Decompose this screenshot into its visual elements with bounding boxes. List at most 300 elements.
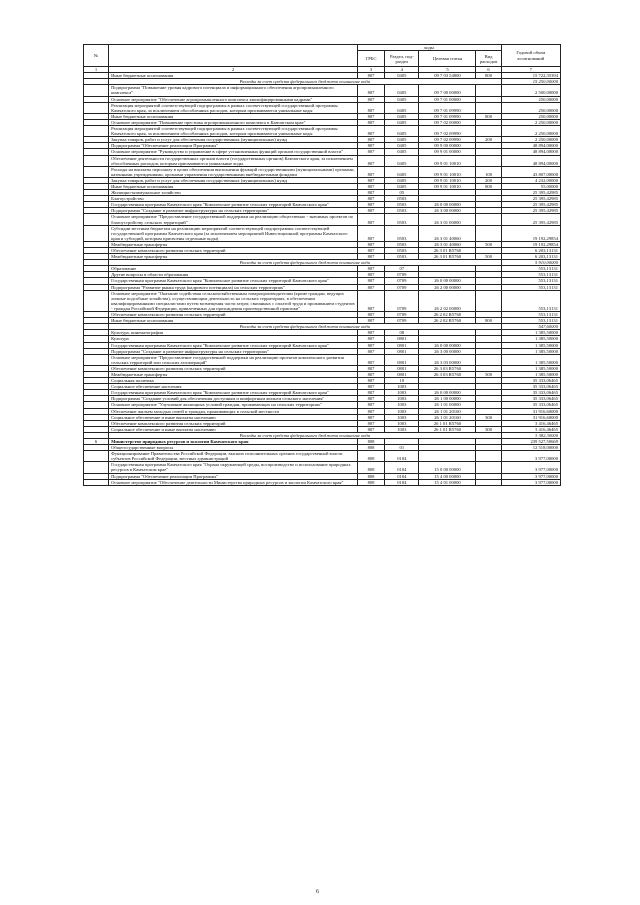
row-number [84,166,109,177]
header-codes: коды [357,45,501,51]
row-amount: 1 385,50000 [501,365,560,371]
row-name: Расходы на выплаты персоналу в целях обеспечения выполнения функций государственными (муниципальными) органами, казенными учреждениями, органами управления государственными внебюджетными фондами [109,166,358,177]
page-number: 6 [316,889,319,895]
row-grbs-code: 807 [357,241,384,247]
row-section-code: 0405 [385,102,419,113]
row-target-code: 09 7 01 00000 [419,96,476,102]
row-name: Подпрограмма "Обеспечение реализации Программы" [109,473,358,479]
table-row [84,102,561,113]
row-expense-type [476,462,501,473]
row-target-code: 09 7 02 09990 [419,137,476,143]
row-number [84,126,109,137]
row-amount: 553,13131 [501,284,560,290]
row-amount: 250,00000 [501,96,560,102]
header-total: Годовой объем ассигнований [501,45,560,67]
row-target-code: 26 2 00 00000 [419,284,476,290]
row-number [84,85,109,96]
table-row [84,214,561,225]
row-section-code: 0104 [385,451,419,462]
row-number [84,479,109,485]
table-row [84,462,561,473]
row-grbs-code: 807 [357,390,384,396]
row-section-code: 01 [385,445,419,451]
row-target-code: 26 3 01 40060 [419,241,476,247]
row-target-code: 09 7 02 09990 [419,126,476,137]
row-section-code: 0405 [385,113,419,119]
row-name: Подпрограмма "Обеспечение реализации Программы" [109,143,358,149]
row-grbs-code: 807 [357,272,384,278]
row-target-code: 26 2 02 R5760 [419,312,476,318]
row-name: Социальное обеспечение населения [109,384,358,390]
row-expense-type: 300 [476,414,501,420]
table-row [84,126,561,137]
row-name: Основное мероприятие "Улучшение жилищных условий граждан, проживающих на сельских территориях" [109,402,358,408]
row-target-code: 26 2 02 00000 [419,290,476,311]
row-target-code: 26 2 02 R5760 [419,318,476,324]
row-grbs-code: 807 [357,119,384,125]
header-name [109,45,358,67]
row-name: Закупка товаров, работ и услуг для обеспечения государственных (муниципальных) нужд [109,177,358,183]
note-sum: 15 250,00000 [501,79,560,85]
row-amount: 1 385,50000 [501,354,560,365]
row-section-code: 0104 [385,462,419,473]
row-amount: 3 977,00000 [501,473,560,479]
table-header [84,45,561,73]
row-name: Реализация мероприятий соответствующей подпрограммы в рамках соответствующей государственной программы Камчатского края, за исключением обособленных расходов, которым присваиваются уникальные коды [109,126,358,137]
row-grbs-code: 807 [357,342,384,348]
row-name: Культура, кинематография [109,330,358,336]
row-target-code: 09 9 00 00000 [419,143,476,149]
row-section-code: 0104 [385,479,419,485]
row-target-code: 26 3 01 R5760 [419,248,476,254]
row-target-code: 26 1 01 R5760 [419,420,476,426]
row-name: Основное мероприятие "Предоставление государственной поддержки на реализацию общественно - значимых проектов по благоустройству сельских территорий" [109,214,358,225]
row-amount: 35 333,06465 [501,402,560,408]
row-target-code: 15 4 01 00000 [419,479,476,485]
note-sum: 3 382,30000 [501,432,560,438]
row-expense-type [476,354,501,365]
row-grbs-code: 807 [357,384,384,390]
row-expense-type [476,479,501,485]
table-row [84,479,561,485]
row-amount: 3 416,46465 [501,426,560,432]
row-expense-type [476,85,501,96]
row-section-code: 0801 [385,354,419,365]
row-section-code: 0405 [385,96,419,102]
row-number [84,451,109,462]
row-amount: 250,00000 [501,113,560,119]
col-number: 3 [357,67,384,73]
row-grbs-code: 807 [357,284,384,290]
row-section-code: 05 [385,190,419,196]
row-section-code: 1003 [385,426,419,432]
row-name: Другие вопросы в области образования [109,272,358,278]
row-name: Подпрограмма "Повышение уровня кадрового потенциала и информационного обеспечения агропромышленного комплекса" [109,85,358,96]
row-expense-type [476,225,501,241]
note-text: Расходы за счет средств федерального бюджета погашение кода [109,432,502,438]
row-expense-type: 800 [476,318,501,324]
row-name: Обеспечение комплексного развития сельских территорий [109,312,358,318]
row-amount: 15 722,35394 [501,73,560,79]
row-amount: 553,13131 [501,290,560,311]
row-amount: 48 894,00000 [501,155,560,166]
row-amount: 1 385,50000 [501,371,560,377]
row-amount: 3 977,00000 [501,451,560,462]
row-name: Основное мероприятие "Обеспечение агропромышленного комплекса квалифицированными кадрами" [109,96,358,102]
row-target-code: 26 0 00 00000 [419,342,476,348]
table-row [84,166,561,177]
row-name: Обеспечение жильем молодых семей и граждан, проживающих в сельской местности [109,408,358,414]
row-amount: 6 203,13131 [501,254,560,260]
row-section-code: 0801 [385,342,419,348]
row-name: Иные бюджетные ассигнования [109,183,358,189]
row-section-code: 0503 [385,254,419,260]
row-name: Основное мероприятие "Руководство и управление в сфере установленных функций органов государственной власти" [109,149,358,155]
row-grbs-code: 807 [357,312,384,318]
row-amount: 25 395,42985 [501,190,560,196]
row-grbs-code: 807 [357,402,384,408]
row-section-code: 0801 [385,336,419,342]
row-target-code: 26 3 03 R5760 [419,365,476,371]
col-number: 7 [501,67,560,73]
row-section-code: 0709 [385,290,419,311]
row-section-code: 0405 [385,183,419,189]
row-grbs-code: 807 [357,214,384,225]
row-grbs-code: 807 [357,149,384,155]
row-name: Общегосударственные вопросы [109,445,358,451]
row-target-code: 26 3 00 00000 [419,348,476,354]
row-target-code [419,451,476,462]
row-amount: 31 916,60000 [501,408,560,414]
row-target-code: 09 9 01 00000 [419,149,476,155]
row-section-code: 0709 [385,312,419,318]
row-amount: 31 916,60000 [501,414,560,420]
row-grbs-code: 807 [357,420,384,426]
note-sum: 5 910,00000 [501,260,560,266]
row-target-code: 09 9 01 10010 [419,183,476,189]
row-amount: 12 518,00000 [501,445,560,451]
row-name: Государственная программа Камчатского края "Комплексное развитие сельских территорий Камчатского края" [109,202,358,208]
row-target-code: 26 1 01 00000 [419,402,476,408]
budget-table [83,44,561,486]
row-amount: 239 527,50669 [501,439,560,445]
row-section-code: 0503 [385,202,419,208]
row-target-code: 09 7 01 09990 [419,113,476,119]
row-grbs-code: 807 [357,208,384,214]
row-grbs-code: 807 [357,126,384,137]
row-expense-type: 300 [476,426,501,432]
note-sum: 547,60000 [501,324,560,330]
table-row [84,85,561,96]
row-amount: 1 385,50000 [501,342,560,348]
row-section-code: 1003 [385,402,419,408]
row-number: 6 [84,439,109,445]
row-grbs-code: 807 [357,177,384,183]
row-section-code: 0503 [385,214,419,225]
row-expense-type [476,155,501,166]
row-amount: 55,00000 [501,183,560,189]
row-grbs-code: 808 [357,439,384,445]
row-grbs-code: 807 [357,202,384,208]
row-amount: 553,13131 [501,312,560,318]
row-section-code: 07 [385,266,419,272]
row-amount: 2 250,00000 [501,126,560,137]
row-grbs-code: 807 [357,85,384,96]
row-target-code: 09 7 02 00000 [419,119,476,125]
row-name: Государственная программа Камчатского края "Охрана окружающей среды, воспроизводство и использование природных ресурсов в Камчатском крае" [109,462,358,473]
row-amount: 25 395,42985 [501,208,560,214]
row-expense-type: 800 [476,113,501,119]
row-section-code: 1003 [385,414,419,420]
row-amount: 6 203,13131 [501,248,560,254]
row-name: Реализация мероприятий соответствующей подпрограммы в рамках соответствующей государственной программы Камчатского края, за исключением обособленных расходов, которым присваиваются уникальные коды [109,102,358,113]
row-amount: 25 395,42985 [501,202,560,208]
row-section-code: 0405 [385,143,419,149]
row-grbs-code: 807 [357,73,384,79]
row-name: Основное мероприятие "Оказание содействия сельскохозяйственным товаропроизводителям (кроме граждан, ведущих личные подсобные хозяйства), осуществляющим деятельность на сельских территориях, в обеспечении квалифицированными специалистами путем возмещения части затрат, связанных с оплатой труда и проживанием студентов - граждан Российской Федерации, привлеченных для прохождения производственной практики" [109,290,358,311]
row-target-code: 09 7 01 09990 [419,102,476,113]
row-amount: 3 977,00000 [501,479,560,485]
row-amount: 48 894,00000 [501,143,560,149]
row-name: Иные бюджетные ассигнования [109,73,358,79]
row-target-code: 09 9 01 10010 [419,177,476,183]
row-expense-type: 100 [476,166,501,177]
row-grbs-code: 808 [357,462,384,473]
row-name: Основное мероприятие "Повышение престижа агропромышленного комплекса в Камчатском крае" [109,119,358,125]
row-target-code: 26 1 00 00000 [419,396,476,402]
row-name: Государственная программа Камчатского края "Комплексное развитие сельских территорий Камчатского края" [109,390,358,396]
header-grbs: ГРБС [357,51,384,67]
row-section-code: 1003 [385,420,419,426]
header-target: Целевая статья [419,51,476,67]
row-name: Основное мероприятие "Предоставление государственной поддержки на реализацию проектов комплексного развития сельских территорий или сельских агломераций" [109,354,358,365]
row-name: Межбюджетные трансферты [109,254,358,260]
col-number: 6 [476,67,501,73]
row-grbs-code: 807 [357,96,384,102]
row-section-code: 0104 [385,473,419,479]
row-expense-type: 500 [476,254,501,260]
row-section-code: 0709 [385,272,419,278]
row-section-code: 10 [385,378,419,384]
row-section-code: 0503 [385,248,419,254]
row-section-code: 0503 [385,208,419,214]
row-grbs-code: 807 [357,396,384,402]
row-grbs-code: 807 [357,354,384,365]
col-number: 4 [385,67,419,73]
note-text: Расходы за счет средств федерального бюджета погашение кода [109,79,502,85]
row-expense-type: 200 [476,177,501,183]
row-grbs-code: 808 [357,445,384,451]
row-amount: 553,13131 [501,318,560,324]
row-name: Государственная программа Камчатского края "Комплексное развитие сельских территорий Камчатского края" [109,342,358,348]
row-grbs-code: 807 [357,336,384,342]
row-amount: 35 333,06465 [501,378,560,384]
header-exp-type: Вид расходов [476,51,501,67]
table-row [84,354,561,365]
row-section-code: 0801 [385,348,419,354]
row-number [84,225,109,241]
row-section-code: 0405 [385,137,419,143]
row-grbs-code: 808 [357,479,384,485]
row-section-code: 0405 [385,155,419,166]
row-section-code: 0405 [385,177,419,183]
row-section-code: 0709 [385,318,419,324]
row-number [84,214,109,225]
row-amount: 35 333,06465 [501,390,560,396]
row-amount: 1 385,50000 [501,336,560,342]
row-target-code: 26 1 01 20160 [419,414,476,420]
row-expense-type [476,290,501,311]
row-grbs-code: 807 [357,225,384,241]
row-name: Иные бюджетные ассигнования [109,113,358,119]
row-section-code: 1003 [385,408,419,414]
row-amount: 25 395,42985 [501,196,560,202]
table-row [84,155,561,166]
row-name: Закупка товаров, работ и услуг для обеспечения государственных (муниципальных) нужд [109,137,358,143]
row-grbs-code: 807 [357,348,384,354]
row-grbs-code: 807 [357,166,384,177]
row-amount: 35 333,06465 [501,384,560,390]
row-name: Культура [109,336,358,342]
row-name: Государственная программа Камчатского края "Комплексное развитие сельских территорий Камчатского края" [109,278,358,284]
row-section-code: 0709 [385,284,419,290]
row-amount: 35 333,06465 [501,396,560,402]
row-name: Социальное обеспечение и иные выплаты населению [109,414,358,420]
header-number: № [84,45,109,67]
row-section-code: 0405 [385,119,419,125]
table-row [84,451,561,462]
row-amount: 1 385,50000 [501,348,560,354]
row-section-code: 1003 [385,396,419,402]
row-grbs-code: 807 [357,190,384,196]
row-target-code: 26 3 01 40060 [419,225,476,241]
row-amount: 250,00000 [501,102,560,113]
row-section-code: 0503 [385,225,419,241]
row-target-code: 09 7 00 00000 [419,85,476,96]
row-expense-type [476,102,501,113]
row-target-code: 26 0 00 00000 [419,202,476,208]
row-expense-type: 200 [476,137,501,143]
row-number [84,354,109,365]
row-section-code: 1003 [385,390,419,396]
row-grbs-code: 807 [357,113,384,119]
row-amount: 48 894,00000 [501,149,560,155]
row-name: Жилищно-коммунальное хозяйство [109,190,358,196]
row-amount: 553,13131 [501,272,560,278]
row-expense-type: 800 [476,183,501,189]
row-name: Подпрограмма "Создание и развитие инфраструктуры на сельских территориях" [109,348,358,354]
row-expense-type: 800 [476,73,501,79]
header-section: Раздел, под-раздел [385,51,419,67]
row-target-code: 26 3 01 R5760 [419,254,476,260]
row-amount: 1 385,50000 [501,330,560,336]
row-name: Обеспечение комплексного развития сельских территорий [109,420,358,426]
row-section-code: 0405 [385,73,419,79]
row-grbs-code: 807 [357,137,384,143]
row-section-code: 0405 [385,149,419,155]
row-name: Обеспечение комплексного развития сельских территорий [109,248,358,254]
row-grbs-code: 807 [357,290,384,311]
row-amount: 2 250,00000 [501,137,560,143]
row-grbs-code: 807 [357,371,384,377]
col-number: 5 [419,67,476,73]
row-amount: 3 977,00000 [501,462,560,473]
row-number [84,155,109,166]
row-section-code: 0801 [385,365,419,371]
row-grbs-code: 807 [357,254,384,260]
row-name: Подпрограмма "Создание условий для обеспечения доступным и комфортным жильем сельского населения" [109,396,358,402]
row-section-code: 1003 [385,384,419,390]
row-grbs-code: 807 [357,266,384,272]
row-grbs-code: 808 [357,473,384,479]
row-grbs-code: 808 [357,451,384,462]
row-grbs-code: 807 [357,143,384,149]
row-target-code: 26 3 03 R5760 [419,371,476,377]
row-section-code: 0709 [385,278,419,284]
row-target-code: 26 1 01 R5760 [419,426,476,432]
row-amount: 3 416,46465 [501,420,560,426]
row-target-code: 26 3 01 00000 [419,214,476,225]
row-name: Функционирование Правительства Российской Федерации, высших исполнительных органов государственной власти субъектов Российской Федерации, местных администраций [109,451,358,462]
row-name: Обеспечение деятельности государственных органов власти (государственных органов) Камчатского края, за исключением обособленных расходов, которым присваиваются уникальные коды [109,155,358,166]
row-grbs-code: 807 [357,155,384,166]
row-name: Межбюджетные трансферты [109,241,358,247]
row-target-code: 15 4 00 00000 [419,473,476,479]
row-target-code: 26 1 01 20160 [419,408,476,414]
row-name: Образование [109,266,358,272]
note-text: Расходы за счет средств федерального бюджета погашение кода [109,324,502,330]
row-name: Основное мероприятие "Обеспечение деятельности Министерства природных ресурсов и экологии Камчатского края" [109,479,358,485]
table-row [84,290,561,311]
row-section-code: 0405 [385,126,419,137]
row-name: Межбюджетные трансферты [109,371,358,377]
row-name: Подпрограмма "Создание и развитие инфраструктуры на сельских территориях" [109,208,358,214]
row-grbs-code: 807 [357,183,384,189]
row-grbs-code: 807 [357,318,384,324]
row-amount: 4 232,00000 [501,177,560,183]
row-section-code: 0405 [385,85,419,96]
col-number: 2 [109,67,358,73]
note-text: Расходы за счет средств федерального бюджета погашение кода [109,260,502,266]
row-name: Социальная политика [109,378,358,384]
row-amount: 19 192,29854 [501,225,560,241]
row-grbs-code: 807 [357,408,384,414]
row-name: Обеспечение комплексного развития сельских территорий [109,365,358,371]
row-name: Социальное обеспечение и иные выплаты населению [109,426,358,432]
row-grbs-code: 807 [357,248,384,254]
row-target-code: 09 7 03 54800 [419,73,476,79]
row-section-code: 0503 [385,196,419,202]
row-amount: 25 395,42985 [501,214,560,225]
row-name: Подпрограмма "Развитие рынка труда (кадрового потенциала) на сельских территориях" [109,284,358,290]
row-expense-type [476,126,501,137]
row-number [84,462,109,473]
row-target-code: 26 3 03 00000 [419,354,476,365]
row-amount: 43 807,00000 [501,166,560,177]
row-grbs-code: 807 [357,330,384,336]
row-name: Иные бюджетные ассигнования [109,318,358,324]
row-grbs-code: 807 [357,426,384,432]
row-expense-type: 500 [476,241,501,247]
row-name: Благоустройство [109,196,358,202]
row-target-code: 26 0 00 00000 [419,390,476,396]
row-section-code: 08 [385,330,419,336]
table-body [84,73,561,486]
row-amount: 2 250,00000 [501,119,560,125]
col-number: 1 [84,67,109,73]
row-amount: 19 192,29854 [501,241,560,247]
row-grbs-code: 807 [357,102,384,113]
